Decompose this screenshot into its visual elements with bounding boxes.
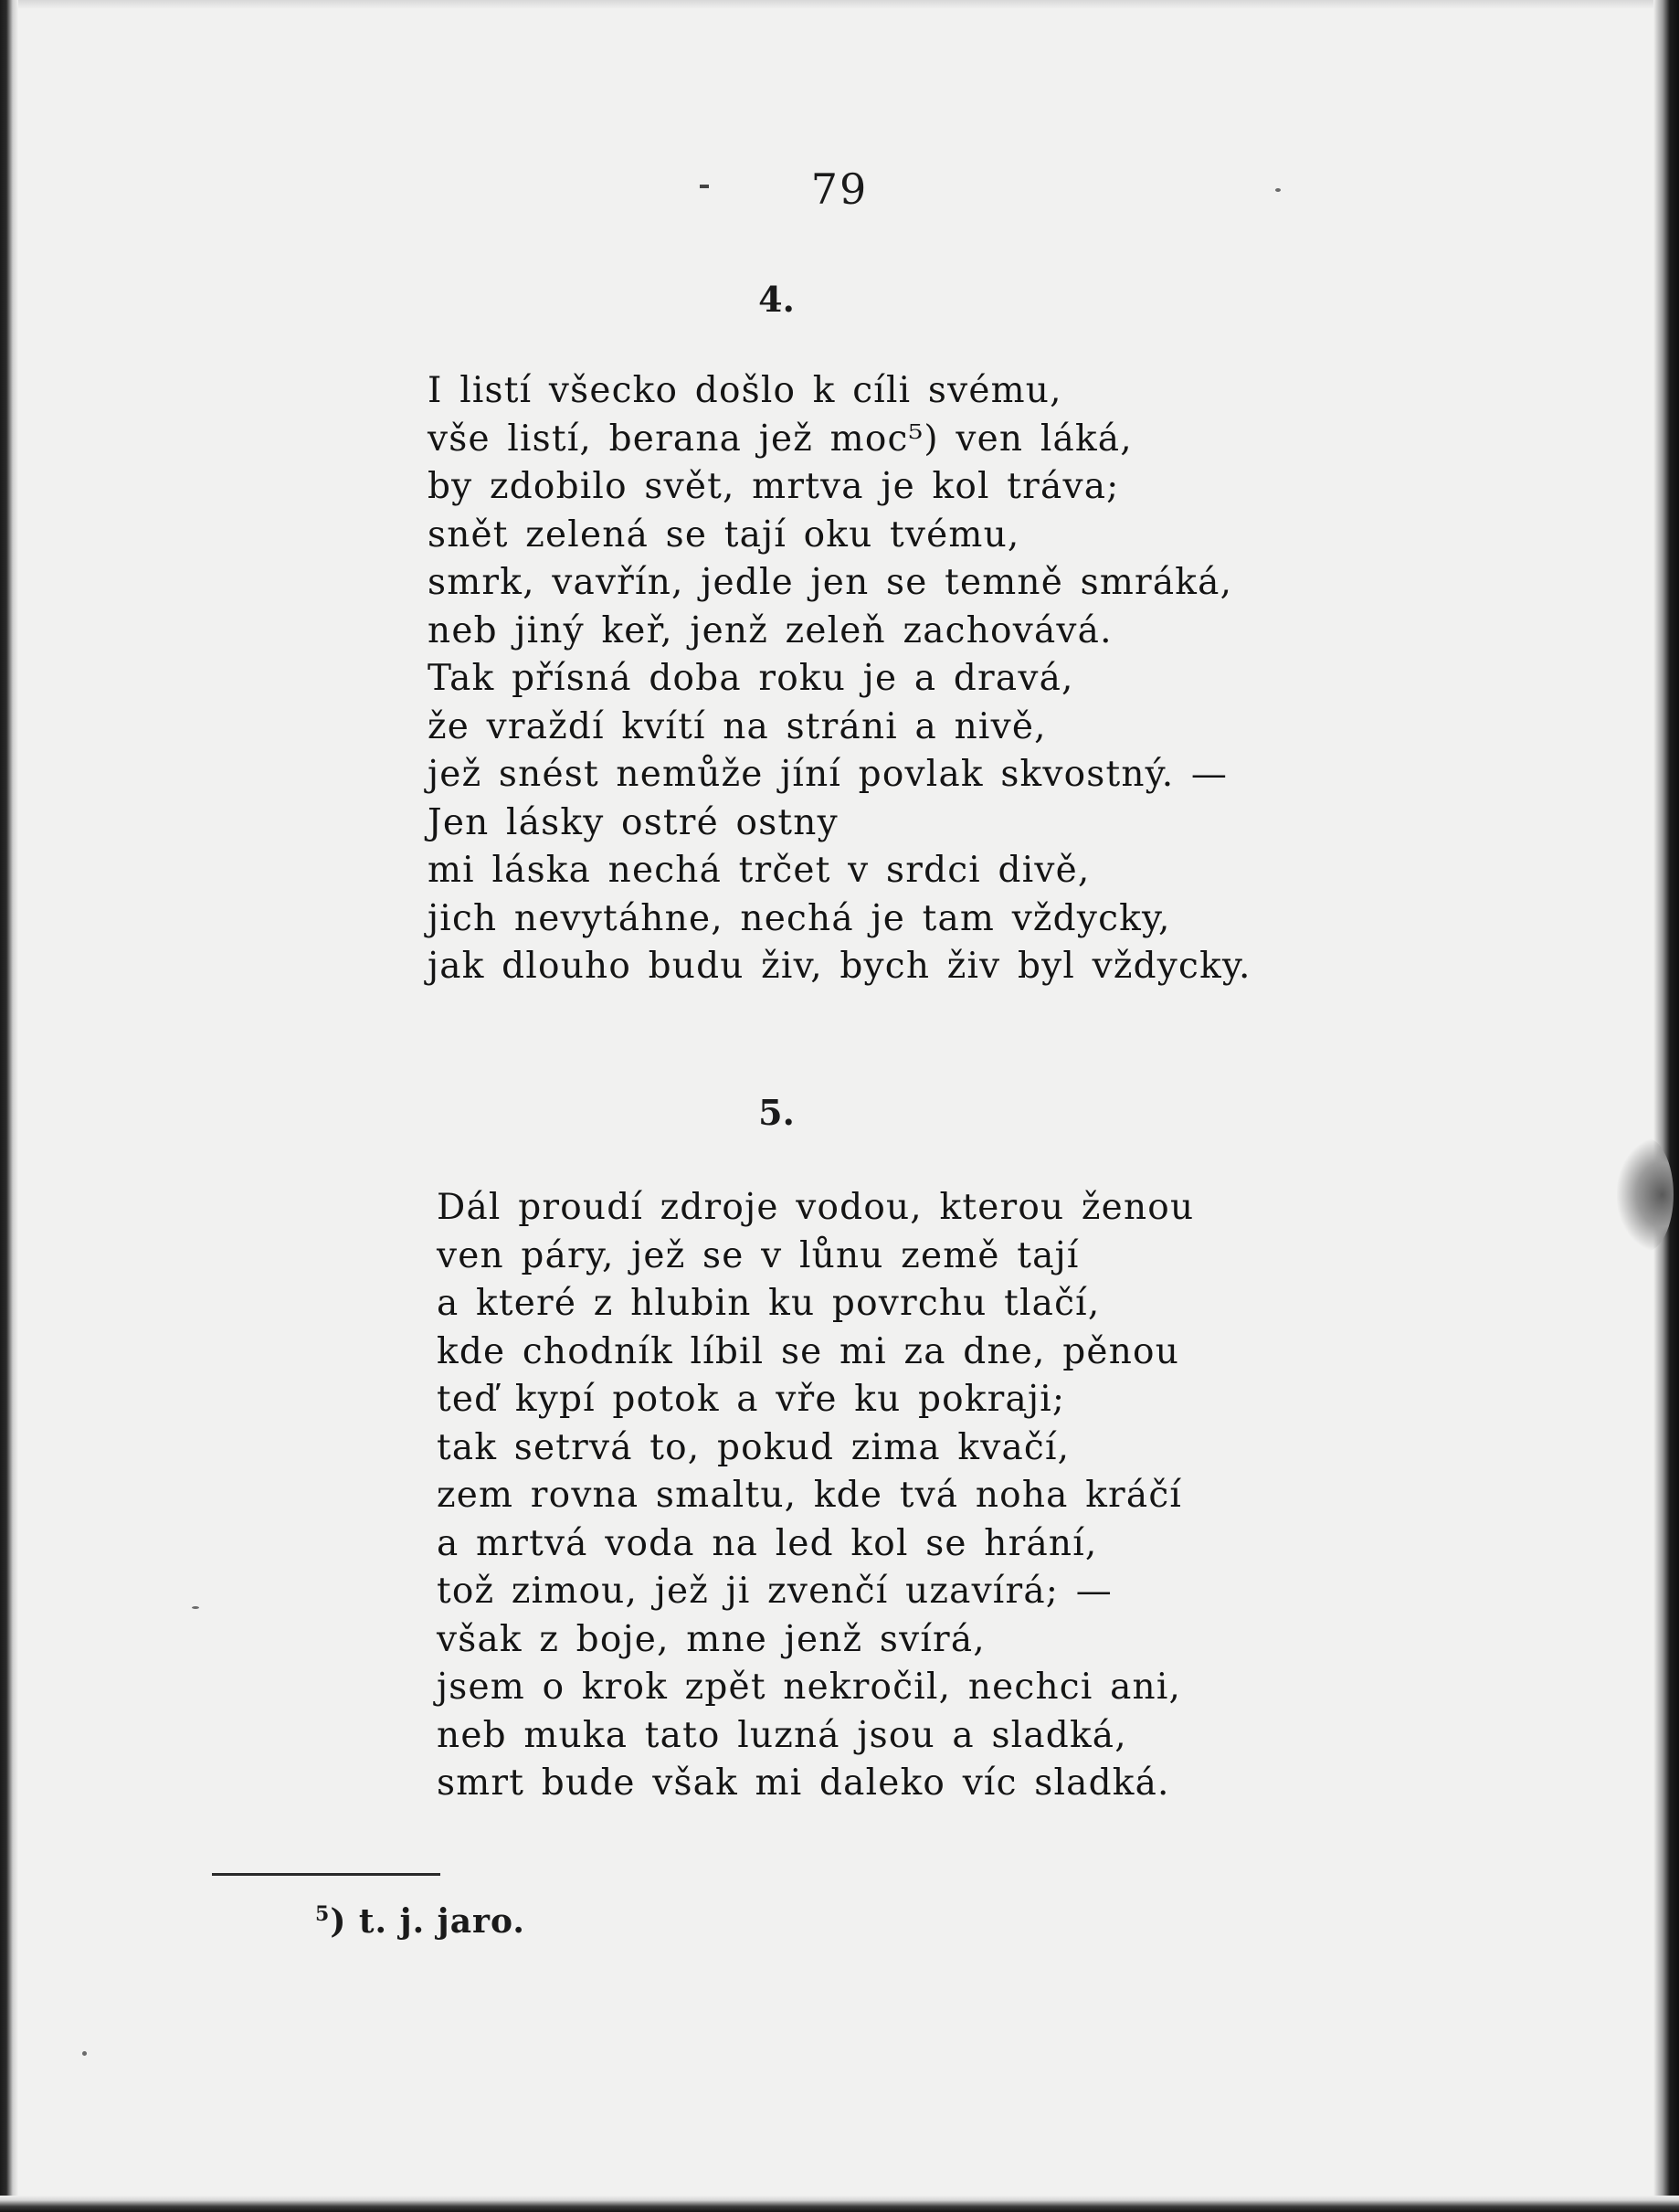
verse-line: snět zelená se tají oku tvému,: [428, 513, 1020, 556]
poem-stanza: [437, 1184, 1194, 1808]
verse-line: Tak přísná doba roku je a dravá,: [428, 658, 1074, 699]
scan-edge-right: [1653, 0, 1679, 2212]
footnote-rule: [212, 1873, 440, 1876]
page-number: [0, 164, 1679, 214]
verse-line: že vraždí kvítí na stráni a nivě,: [428, 705, 1047, 747]
verse-line: a které z hlubin ku povrchu tlačí,: [437, 1283, 1101, 1324]
verse-line: tak setrvá to, pokud zima kvačí,: [437, 1426, 1071, 1468]
verse-line: a mrtvá voda na led kol se hrání,: [437, 1522, 1098, 1564]
verse-line: Dál proudí zdroje vodou, kterou ženou: [437, 1187, 1195, 1228]
verse-line: jsem o krok zpět nekročil, nechci ani,: [437, 1667, 1182, 1708]
verse-line: jich nevytáhne, nechá je tam vždycky,: [428, 897, 1171, 939]
scan-speck: [82, 2051, 87, 2056]
verse-line: mi láska nechá trčet v srdci divě,: [428, 850, 1091, 891]
verse-line: smrt bude však mi daleko víc sladká.: [437, 1762, 1170, 1804]
verse-line: by zdobilo svět, mrtva je kol tráva;: [428, 466, 1120, 507]
verse-line: neb jiný keř, jenž zeleň zachovává.: [428, 609, 1113, 651]
footnote-marker: 5: [315, 1902, 331, 1926]
verse-line: jež snést nemůže jíní povlak skvostný. —: [428, 754, 1229, 795]
verse-line: kde chodník líbil se mi za dne, pěnou: [437, 1330, 1180, 1372]
verse-line: teď kypí potok a vře ku pokraji;: [437, 1379, 1066, 1420]
verse-line: Jen lásky ostré ostny: [428, 801, 839, 843]
verse-line: jak dlouho budu živ, bych živ byl vždycky.: [428, 946, 1251, 987]
verse-line: zem rovna smaltu, kde tvá noha kráčí: [437, 1475, 1183, 1516]
verse-line: vše listí, berana jež moc⁵) ven láká,: [428, 418, 1133, 460]
verse-line: tož zimou, jež ji zvenčí uzavírá; —: [437, 1571, 1113, 1612]
verse-line: však z boje, mne jenž svírá,: [437, 1618, 986, 1660]
footnote: [315, 1902, 525, 1941]
poem-stanza: [428, 367, 1251, 991]
verse-line: smrk, vavřín, jedle jen se temně smráká,: [428, 562, 1233, 603]
verse-line: I listí všecko došlo k cíli svému,: [428, 370, 1062, 411]
scan-smudge: [1617, 1138, 1674, 1252]
footnote-text: ) t. j. jaro.: [330, 1902, 525, 1941]
scan-edge-top: [0, 0, 1679, 9]
verse-line: ven páry, jež se v lůnu země tají: [437, 1234, 1080, 1276]
poem-number: 5.: [758, 1092, 795, 1133]
page-number-dash: [700, 185, 709, 188]
page-number-text: 79: [810, 164, 869, 214]
poem-number: 4.: [758, 279, 795, 320]
scan-edge-bottom: [0, 2196, 1679, 2212]
verse-line: neb muka tato luzná jsou a sladká,: [437, 1714, 1127, 1756]
scan-speck: [192, 1606, 199, 1609]
